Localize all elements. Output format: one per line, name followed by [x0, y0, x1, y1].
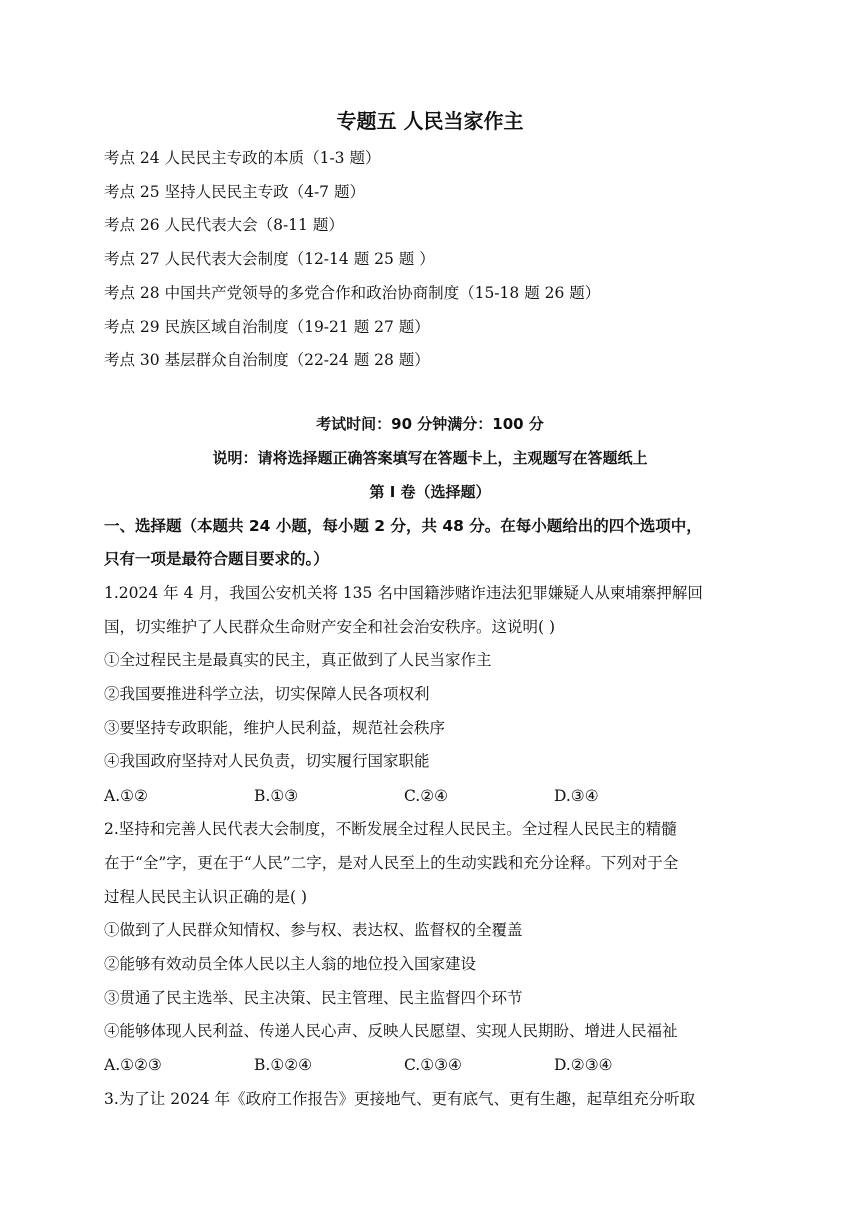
part-title: 第 I 卷（选择题） — [369, 483, 491, 501]
section-heading: 一、选择题（本题共 24 小题，每小题 2 分，共 48 分。在每小题给出的四个选项中， — [104, 517, 702, 535]
answer-option: A.①② — [104, 787, 148, 805]
exam-info: 考试时间：90 分钟满分：100 分 — [316, 415, 544, 433]
kaodian-line: 考点 27 人民代表大会制度（12-14 题 25 题 ） — [104, 250, 435, 268]
question-item: ④我国政府坚持对人民负责，切实履行国家职能 — [104, 752, 430, 770]
question-item: ①全过程民主是最真实的民主，真正做到了人民当家作主 — [104, 651, 492, 669]
kaodian-line: 考点 26 人民代表大会（8-11 题） — [104, 216, 344, 234]
question-item: ③贯通了民主选举、民主决策、民主管理、民主监督四个环节 — [104, 989, 523, 1007]
section-heading: 只有一项是最符合题目要求的。） — [104, 550, 329, 568]
question-stem: 1.2024 年 4 月，我国公安机关将 135 名中国籍涉赌诈违法犯罪嫌疑人从柬埔寨押解回 — [104, 584, 703, 602]
answer-option: D.②③④ — [554, 1056, 613, 1074]
question-item: ②能够有效动员全体人民以主人翁的地位投入国家建设 — [104, 955, 477, 973]
kaodian-line: 考点 28 中国共产党领导的多党合作和政治协商制度（15-18 题 26 题） — [104, 284, 601, 302]
question-stem: 国，切实维护了人民群众生命财产安全和社会治安秩序。这说明( ) — [104, 618, 556, 636]
answer-option: B.①③ — [254, 787, 299, 805]
question-item: ①做到了人民群众知情权、参与权、表达权、监督权的全覆盖 — [104, 921, 523, 939]
question-item: ③要坚持专政职能，维护人民利益，规范社会秩序 — [104, 719, 446, 737]
kaodian-line: 考点 24 人民民主专政的本质（1-3 题） — [104, 149, 381, 167]
kaodian-line: 考点 29 民族区域自治制度（19-21 题 27 题） — [104, 318, 430, 336]
question-stem: 在于“全”字，更在于“人民”二字，是对人民至上的生动实践和充分诠释。下列对于全 — [104, 854, 679, 872]
answer-option: C.②④ — [404, 787, 449, 805]
question-item: ④能够体现人民利益、传递人民心声、反映人民愿望、实现人民期盼、增进人民福祉 — [104, 1022, 678, 1040]
instruction: 说明：请将选择题正确答案填写在答题卡上，主观题写在答题纸上 — [212, 449, 648, 467]
answer-option: B.①②④ — [254, 1056, 313, 1074]
answer-option: A.①②③ — [104, 1056, 162, 1074]
question-stem: 3.为了让 2024 年《政府工作报告》更接地气、更有底气、更有生趣，起草组充分听取 — [104, 1090, 696, 1108]
page-title: 专题五 人民当家作主 — [336, 109, 524, 133]
answer-option: C.①③④ — [404, 1056, 462, 1074]
question-stem: 过程人民民主认识正确的是( ) — [104, 888, 308, 906]
kaodian-line: 考点 30 基层群众自治制度（22-24 题 28 题） — [104, 351, 430, 369]
kaodian-line: 考点 25 坚持人民民主专政（4-7 题） — [104, 183, 365, 201]
question-item: ②我国要推进科学立法，切实保障人民各项权利 — [104, 685, 430, 703]
answer-option: D.③④ — [554, 787, 599, 805]
question-stem: 2.坚持和完善人民代表大会制度，不断发展全过程人民民主。全过程人民民主的精髓 — [104, 820, 677, 838]
